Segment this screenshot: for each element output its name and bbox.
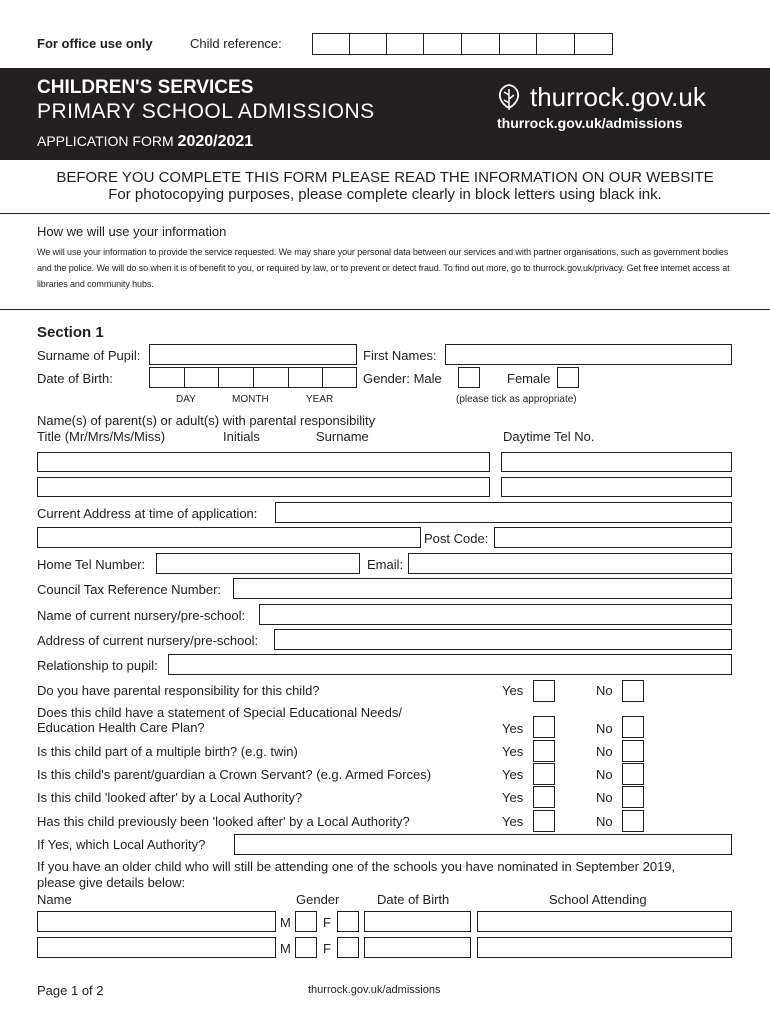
surname-label: Surname of Pupil: <box>37 348 141 363</box>
no-label: No <box>596 744 613 759</box>
title-col-label: Title (Mr/Mrs/Ms/Miss) <box>37 429 166 444</box>
surname-input[interactable] <box>149 344 357 365</box>
parent-1-name-input[interactable] <box>37 452 490 472</box>
header-title-1: CHILDREN'S SERVICES <box>37 77 254 98</box>
header-title-2: PRIMARY SCHOOL ADMISSIONS <box>37 100 375 123</box>
parent-2-tel-input[interactable] <box>501 477 732 497</box>
sibling-2-f-checkbox[interactable] <box>337 937 359 958</box>
address-input-2[interactable] <box>37 527 421 548</box>
address-label: Current Address at time of application: <box>37 506 258 521</box>
col-school-label: School Attending <box>549 892 647 907</box>
question-2-label-cont: Education Health Care Plan? <box>37 720 205 735</box>
sibling-1-dob-input[interactable] <box>364 911 471 932</box>
col-gender-label: Gender <box>296 892 340 907</box>
question-4-no-checkbox[interactable] <box>622 763 644 785</box>
leaf-logo-icon <box>494 82 524 112</box>
postcode-label: Post Code: <box>424 531 489 546</box>
form-year: 2020/2021 <box>177 133 254 150</box>
page-number: Page 1 of 2 <box>37 983 104 998</box>
day-label: DAY <box>176 394 196 405</box>
sibling-1-m-checkbox[interactable] <box>295 911 317 932</box>
sibling-2-dob-input[interactable] <box>364 937 471 958</box>
sibling-2-school-input[interactable] <box>477 937 732 958</box>
parents-label: Name(s) of parent(s) or adult(s) with parental responsibility <box>37 413 376 428</box>
question-1-no-checkbox[interactable] <box>622 680 644 702</box>
sibling-2-name-input[interactable] <box>37 937 276 958</box>
relationship-input[interactable] <box>168 654 732 675</box>
home-tel-input[interactable] <box>156 553 360 574</box>
question-4-yes-checkbox[interactable] <box>533 763 555 785</box>
child-reference-label: Child reference: <box>190 36 282 51</box>
privacy-body: We will use your information to provide the service requested. We may share your personal data between our services and with partner organisations, such as government bodies and the police. We will do so when it is of benefit to you, or required by law, or to prevent or detect fraud. To find out more, go to thurrock.gov.uk/privacy. Get free internet access at libraries and community hubs. <box>37 247 730 289</box>
nursery-address-label: Address of current nursery/pre-school: <box>37 633 259 648</box>
daytime-tel-label: Daytime Tel No. <box>503 429 595 444</box>
m-label: M <box>280 941 291 956</box>
col-name-label: Name <box>37 892 72 907</box>
f-label: F <box>323 941 331 956</box>
brand-name: thurrock.gov.uk <box>530 82 706 112</box>
office-use-label: For office use only <box>37 36 153 51</box>
parent-2-name-input[interactable] <box>37 477 490 497</box>
first-names-input[interactable] <box>445 344 732 365</box>
tick-hint: (please tick as appropriate) <box>456 394 577 405</box>
female-label: Female <box>507 371 551 386</box>
which-la-input[interactable] <box>234 834 732 855</box>
question-6-yes-checkbox[interactable] <box>533 810 555 832</box>
yes-label: Yes <box>502 744 524 759</box>
relationship-label: Relationship to pupil: <box>37 658 158 673</box>
yes-label: Yes <box>502 683 524 698</box>
male-checkbox[interactable] <box>458 367 480 388</box>
initials-col-label: Initials <box>223 429 260 444</box>
postcode-input[interactable] <box>494 527 732 548</box>
sibling-1-name-input[interactable] <box>37 911 276 932</box>
nursery-name-label: Name of current nursery/pre-school: <box>37 608 246 623</box>
question-5-no-checkbox[interactable] <box>622 786 644 808</box>
sibling-1-school-input[interactable] <box>477 911 732 932</box>
yes-label: Yes <box>502 767 524 782</box>
council-tax-input[interactable] <box>233 578 732 599</box>
brand-url: thurrock.gov.uk/admissions <box>497 115 683 131</box>
sibling-1-f-checkbox[interactable] <box>337 911 359 932</box>
question-4-label: Is this child's parent/guardian a Crown Servant? (e.g. Armed Forces) <box>37 767 432 782</box>
no-label: No <box>596 790 613 805</box>
yes-label: Yes <box>502 814 524 829</box>
month-label: MONTH <box>232 394 269 405</box>
no-label: No <box>596 721 613 736</box>
f-label: F <box>323 915 331 930</box>
m-label: M <box>280 915 291 930</box>
older-child-label: If you have an older child who will still be attending one of the schools you have nominated in September 2019, <box>37 859 676 874</box>
yes-label: Yes <box>502 721 524 736</box>
gender-label: Gender: Male <box>363 371 442 386</box>
female-checkbox[interactable] <box>557 367 579 388</box>
section-1-title: Section 1 <box>37 324 104 341</box>
council-tax-label: Council Tax Reference Number: <box>37 582 222 597</box>
footer-url: thurrock.gov.uk/admissions <box>308 984 441 996</box>
question-5-label: Is this child 'looked after' by a Local Authority? <box>37 790 303 805</box>
no-label: No <box>596 767 613 782</box>
question-3-no-checkbox[interactable] <box>622 740 644 762</box>
year-label: YEAR <box>306 394 334 405</box>
question-1-yes-checkbox[interactable] <box>533 680 555 702</box>
first-names-label: First Names: <box>363 348 437 363</box>
yes-label: Yes <box>502 790 524 805</box>
header-title-3 <box>37 132 253 151</box>
nursery-name-input[interactable] <box>259 604 732 625</box>
divider <box>0 213 770 214</box>
question-6-label: Has this child previously been 'looked after' by a Local Authority? <box>37 814 410 829</box>
question-3-label: Is this child part of a multiple birth? (e.g. twin) <box>37 744 298 759</box>
surname-col-label: Surname <box>316 429 369 444</box>
home-tel-label: Home Tel Number: <box>37 557 146 572</box>
question-2-yes-checkbox[interactable] <box>533 716 555 738</box>
no-label: No <box>596 814 613 829</box>
question-3-yes-checkbox[interactable] <box>533 740 555 762</box>
question-2-no-checkbox[interactable] <box>622 716 644 738</box>
question-2-label: Does this child have a statement of Special Educational Needs/ <box>37 705 402 720</box>
form-name: APPLICATION FORM <box>37 133 174 149</box>
no-label: No <box>596 683 613 698</box>
question-1-label: Do you have parental responsibility for this child? <box>37 683 320 698</box>
child-reference-boxes[interactable] <box>312 33 613 55</box>
older-child-label-cont: please give details below: <box>37 875 186 890</box>
question-5-yes-checkbox[interactable] <box>533 786 555 808</box>
nursery-address-input[interactable] <box>274 629 732 650</box>
sibling-2-m-checkbox[interactable] <box>295 937 317 958</box>
col-dob-label: Date of Birth <box>377 892 450 907</box>
notice-line-1: BEFORE YOU COMPLETE THIS FORM PLEASE READ THE INFORMATION ON OUR WEBSITE <box>56 169 714 186</box>
email-input[interactable] <box>408 553 732 574</box>
dob-label: Date of Birth: <box>37 371 113 386</box>
email-label: Email: <box>367 557 404 572</box>
which-la-label: If Yes, which Local Authority? <box>37 837 206 852</box>
question-6-no-checkbox[interactable] <box>622 810 644 832</box>
notice-line-2: For photocopying purposes, please complete clearly in block letters using black ink. <box>108 186 662 203</box>
privacy-title: How we will use your information <box>37 224 227 239</box>
divider <box>0 309 770 310</box>
dob-input[interactable] <box>149 367 357 388</box>
parent-1-tel-input[interactable] <box>501 452 732 472</box>
address-input-1[interactable] <box>275 502 732 523</box>
